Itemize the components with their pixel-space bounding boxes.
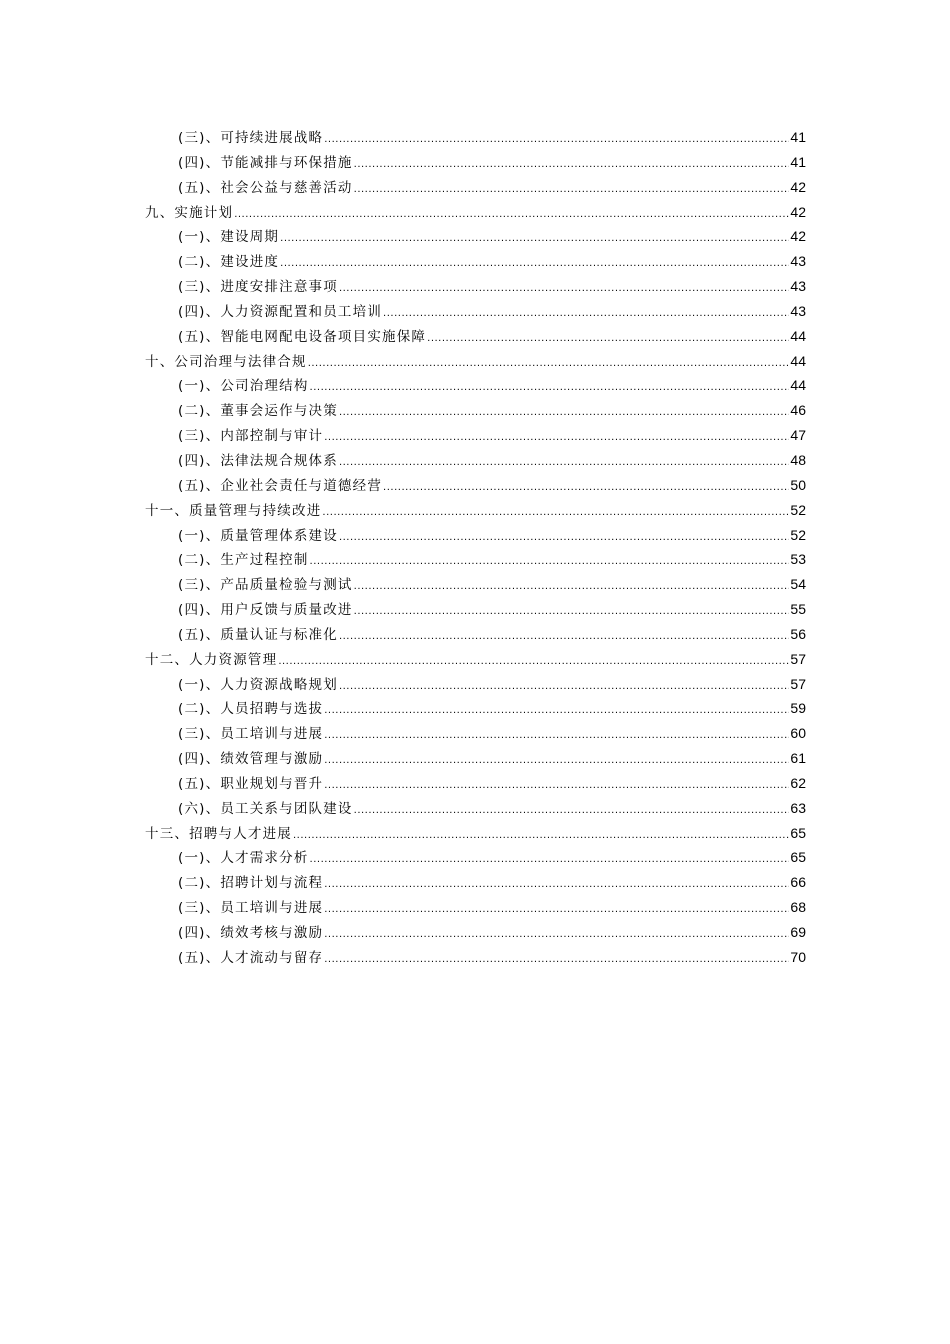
toc-entry-title: (一)、人力资源战略规划 bbox=[178, 676, 338, 693]
toc-page-number: 53 bbox=[790, 551, 806, 568]
toc-entry-title: (一)、公司治理结构 bbox=[178, 378, 309, 395]
toc-page-number: 43 bbox=[790, 253, 806, 270]
toc-dot-leader bbox=[354, 799, 790, 824]
toc-entry-title: (五)、智能电网配电设备项目实施保障 bbox=[178, 328, 427, 345]
toc-entry-title: (四)、节能减排与环保措施 bbox=[178, 154, 353, 171]
toc-entry-title: (一)、质量管理体系建设 bbox=[178, 527, 338, 544]
toc-page-number: 44 bbox=[790, 327, 806, 344]
toc-page-number: 57 bbox=[790, 650, 806, 667]
toc-page-number: 54 bbox=[790, 576, 806, 593]
toc-entry-title: (二)、建设进度 bbox=[178, 254, 280, 271]
toc-section-entry[interactable] bbox=[145, 796, 806, 821]
toc-dot-leader bbox=[324, 873, 789, 898]
toc-section-entry[interactable] bbox=[145, 845, 806, 870]
toc-page-number: 65 bbox=[790, 824, 806, 841]
toc-section-entry[interactable] bbox=[145, 373, 806, 398]
toc-entry-title: (四)、绩效考核与激励 bbox=[178, 925, 324, 941]
toc-dot-leader bbox=[310, 376, 790, 401]
toc-dot-leader bbox=[339, 526, 789, 551]
toc-dot-leader bbox=[324, 749, 789, 774]
toc-dot-leader bbox=[324, 426, 789, 451]
toc-page-number: 68 bbox=[790, 899, 806, 916]
toc-entry-title: (四)、绩效管理与激励 bbox=[178, 751, 324, 768]
toc-section-entry[interactable] bbox=[145, 672, 806, 697]
toc-section-entry[interactable] bbox=[145, 746, 806, 771]
toc-dot-leader bbox=[354, 575, 790, 600]
toc-page-number: 43 bbox=[790, 302, 806, 319]
toc-section-entry[interactable] bbox=[145, 150, 806, 175]
toc-entry-title: (三)、员工培训与进展 bbox=[178, 726, 324, 743]
toc-section-entry[interactable] bbox=[145, 622, 806, 647]
toc-page-number: 65 bbox=[790, 849, 806, 866]
toc-page-number: 60 bbox=[790, 725, 806, 742]
toc-entry-title: (一)、人才需求分析 bbox=[178, 850, 309, 867]
toc-section-entry[interactable] bbox=[145, 448, 806, 473]
toc-section-entry[interactable] bbox=[145, 696, 806, 721]
toc-entry-title: (五)、职业规划与晋升 bbox=[178, 775, 324, 792]
toc-dot-leader bbox=[354, 178, 790, 203]
toc-dot-leader bbox=[324, 699, 789, 724]
toc-page-number: 62 bbox=[790, 774, 806, 791]
toc-dot-leader bbox=[339, 625, 789, 650]
toc-page-number: 47 bbox=[790, 427, 806, 444]
toc-section-entry[interactable] bbox=[145, 299, 806, 324]
toc-entry-title: (四)、人力资源配置和员工培训 bbox=[178, 303, 383, 320]
toc-page-number: 42 bbox=[790, 228, 806, 245]
toc-entry-title: (三)、内部控制与审计 bbox=[178, 428, 324, 445]
toc-section-entry[interactable] bbox=[145, 175, 806, 200]
toc-dot-leader bbox=[324, 774, 789, 799]
toc-dot-leader bbox=[280, 227, 789, 252]
toc-dot-leader bbox=[383, 476, 789, 501]
toc-page-number: 59 bbox=[790, 700, 806, 717]
toc-dot-leader bbox=[324, 948, 789, 973]
toc-dot-leader bbox=[427, 327, 789, 352]
toc-entry-title: 十、公司治理与法律合规 bbox=[145, 353, 307, 370]
toc-page-number: 55 bbox=[790, 601, 806, 618]
toc-section-entry[interactable] bbox=[145, 920, 806, 945]
toc-entry-title: (五)、企业社会责任与道德经营 bbox=[178, 477, 383, 494]
toc-chapter-entry[interactable] bbox=[145, 200, 806, 225]
toc-dot-leader bbox=[322, 501, 789, 526]
toc-entry-title: (二)、董事会运作与决策 bbox=[178, 403, 338, 420]
toc-entry-title: (四)、法律法规合规体系 bbox=[178, 452, 338, 469]
toc-entry-title: (五)、社会公益与慈善活动 bbox=[178, 179, 353, 196]
toc-chapter-entry[interactable] bbox=[145, 647, 806, 672]
toc-section-entry[interactable] bbox=[145, 274, 806, 299]
toc-section-entry[interactable] bbox=[145, 572, 806, 597]
toc-section-entry[interactable] bbox=[145, 771, 806, 796]
table-of-contents bbox=[145, 125, 806, 970]
toc-page-number: 43 bbox=[790, 278, 806, 295]
toc-section-entry[interactable] bbox=[145, 125, 806, 150]
toc-section-entry[interactable] bbox=[145, 721, 806, 746]
toc-entry-title: (三)、进度安排注意事项 bbox=[178, 279, 338, 296]
toc-chapter-entry[interactable] bbox=[145, 821, 806, 846]
toc-page-number: 42 bbox=[790, 178, 806, 195]
toc-section-entry[interactable] bbox=[145, 547, 806, 572]
toc-entry-title: (四)、用户反馈与质量改进 bbox=[178, 602, 353, 619]
toc-page-number: 46 bbox=[790, 402, 806, 419]
toc-dot-leader bbox=[324, 898, 789, 923]
toc-dot-leader bbox=[354, 600, 790, 625]
toc-section-entry[interactable] bbox=[145, 224, 806, 249]
toc-page-number: 44 bbox=[790, 352, 806, 369]
toc-section-entry[interactable] bbox=[145, 945, 806, 970]
toc-page-number: 42 bbox=[790, 203, 806, 220]
toc-dot-leader bbox=[324, 923, 789, 948]
toc-entry-title: (三)、可持续进展战略 bbox=[178, 130, 324, 146]
toc-dot-leader bbox=[278, 650, 789, 675]
toc-page-number: 57 bbox=[790, 675, 806, 692]
toc-page-number: 48 bbox=[790, 451, 806, 468]
toc-dot-leader bbox=[310, 550, 790, 575]
toc-entry-title: (二)、生产过程控制 bbox=[178, 552, 309, 569]
toc-page-number: 70 bbox=[790, 948, 806, 965]
toc-section-entry[interactable] bbox=[145, 423, 806, 448]
toc-dot-leader bbox=[234, 203, 789, 228]
toc-entry-title: (二)、招聘计划与流程 bbox=[178, 875, 324, 892]
toc-entry-title: 九、实施计划 bbox=[145, 204, 234, 221]
toc-entry-title: (三)、员工培训与进展 bbox=[178, 900, 324, 917]
toc-chapter-entry[interactable] bbox=[145, 498, 806, 523]
toc-section-entry[interactable] bbox=[145, 895, 806, 920]
toc-dot-leader bbox=[308, 352, 790, 377]
toc-page-number: 66 bbox=[790, 874, 806, 891]
toc-entry-title: 十一、质量管理与持续改进 bbox=[145, 502, 322, 519]
toc-section-entry[interactable] bbox=[145, 249, 806, 274]
toc-dot-leader bbox=[339, 675, 789, 700]
toc-entry-title: 十三、招聘与人才进展 bbox=[145, 825, 292, 842]
toc-page-number: 50 bbox=[790, 476, 806, 493]
toc-section-entry[interactable] bbox=[145, 870, 806, 895]
toc-section-entry[interactable] bbox=[145, 523, 806, 548]
toc-dot-leader bbox=[383, 302, 789, 327]
toc-entry-title: (五)、质量认证与标准化 bbox=[178, 626, 338, 643]
toc-entry-title: (五)、人才流动与留存 bbox=[178, 949, 324, 966]
toc-dot-leader bbox=[280, 252, 789, 277]
toc-dot-leader bbox=[293, 824, 789, 849]
toc-entry-title: (一)、建设周期 bbox=[178, 229, 280, 246]
toc-page-number: 52 bbox=[790, 501, 806, 518]
toc-section-entry[interactable] bbox=[145, 597, 806, 622]
toc-entry-title: 十二、人力资源管理 bbox=[145, 651, 278, 668]
toc-section-entry[interactable] bbox=[145, 324, 806, 349]
toc-page-number: 56 bbox=[790, 625, 806, 642]
toc-dot-leader bbox=[354, 153, 790, 178]
toc-page-number: 63 bbox=[790, 799, 806, 816]
toc-dot-leader bbox=[310, 848, 790, 873]
toc-entry-title: (六)、员工关系与团队建设 bbox=[178, 800, 353, 817]
toc-dot-leader bbox=[339, 277, 789, 302]
toc-page-number: 52 bbox=[790, 526, 806, 543]
toc-dot-leader bbox=[324, 724, 789, 749]
toc-entry-title: (二)、人员招聘与选拔 bbox=[178, 701, 324, 718]
toc-page-number: 44 bbox=[790, 377, 806, 394]
toc-dot-leader bbox=[339, 401, 789, 426]
toc-section-entry[interactable] bbox=[145, 473, 806, 498]
toc-page-number: 41 bbox=[790, 129, 806, 145]
toc-entry-title: (三)、产品质量检验与测试 bbox=[178, 577, 353, 594]
toc-page-number: 61 bbox=[790, 750, 806, 767]
toc-page-number: 41 bbox=[790, 153, 806, 170]
toc-page-number: 69 bbox=[790, 924, 806, 940]
toc-dot-leader bbox=[324, 128, 789, 153]
toc-section-entry[interactable] bbox=[145, 398, 806, 423]
toc-chapter-entry[interactable] bbox=[145, 349, 806, 374]
toc-dot-leader bbox=[339, 451, 789, 476]
